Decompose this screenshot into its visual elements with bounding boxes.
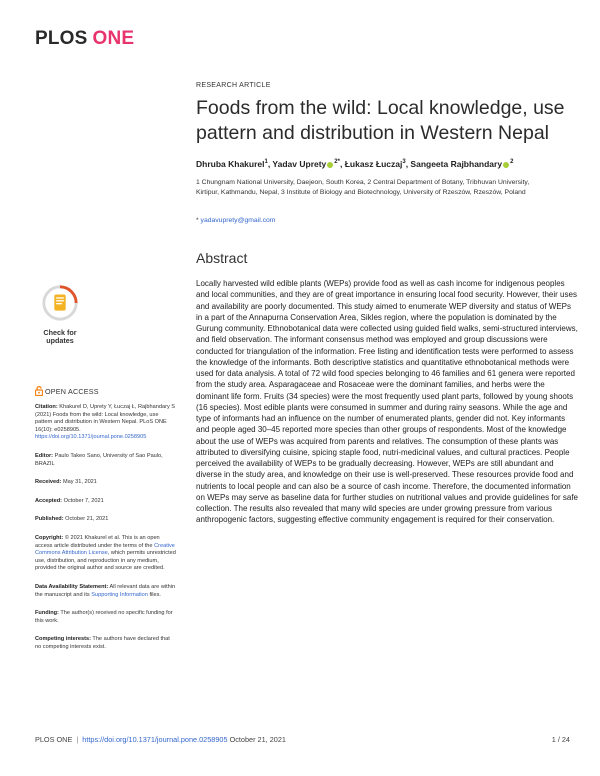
published-date: October 21, 2021 [65,516,109,523]
citation-block [35,404,177,442]
journal-logo[interactable] [35,28,134,50]
author-name[interactable]: Łukasz Łuczaj [344,158,403,169]
copyright-text1: © 2021 Khakurel et al. This is an open access article distributed under the terms of the [35,534,160,549]
check-line1: Check for [43,328,77,337]
funding-block [35,610,177,625]
page-number: 1 / 24 [551,735,570,744]
author-affiliation-sup: 1 [264,159,268,165]
orcid-icon[interactable] [327,162,333,168]
funding-text: The author(s) received no specific funding for this work. [35,610,173,624]
supporting-info-link[interactable]: Supporting Information [91,591,148,598]
published-label: Published: [35,516,64,523]
editor-text: Paulo Takeo Sano, University of Sao Paulo, BRAZIL [35,452,163,467]
license-link[interactable]: Creative Commons Attribution License [35,542,175,557]
received-label: Received: [35,479,62,486]
published-block [35,516,177,524]
article-info-sidebar [35,404,177,662]
data-availability-text1: All relevant data are within the manuscript and its [35,583,176,598]
data-availability-label: Data Availability Statement: [35,583,109,590]
check-for-updates-badge[interactable] [35,284,85,345]
accepted-label: Accepted: [35,497,63,504]
logo-one-text: ONE [92,28,135,49]
competing-text: The authors have declared that no competing interests exist. [35,636,170,650]
open-access-text: OPEN ACCESS [45,387,99,396]
author-affiliation-sup: 3 [402,159,406,165]
competing-label: Competing interests: [35,636,91,643]
open-lock-icon [35,386,43,396]
accepted-date: October 7, 2021 [63,497,104,504]
footer-journal: PLOS ONE [35,735,73,744]
editor-block [35,453,177,468]
footer-date: October 21, 2021 [229,735,286,744]
author-separator: , [405,158,411,169]
open-access-label [35,386,99,396]
accepted-block [35,498,177,506]
affiliations: 1 Chungnam National University, Daejeon, South Korea, 2 Central Department of Botany, Tribhuvan University, Kirtipur, Kathmandu, Nepal, 3 Institute of Biology and Biotechnology, University of Rzeszów, Rzeszów, Poland [196,179,530,196]
editor-label: Editor: [35,452,54,459]
funding-label: Funding: [35,610,59,617]
citation-doi-link[interactable]: https://doi.org/10.1371/journal.pone.0258905 [35,434,147,441]
abstract-heading: Abstract [196,250,248,266]
received-block [35,479,177,487]
copyright-label: Copyright: [35,534,64,541]
received-date: May 31, 2021 [63,479,97,486]
page-footer [35,735,286,744]
data-availability-block [35,584,177,599]
copyright-text2: , which permits unrestricted use, distribution, and reproduction in any medium, provided the original author and source are credited. [35,550,176,572]
check-line2: updates [46,336,74,345]
orcid-icon[interactable] [503,162,509,168]
corresponding-email[interactable] [196,217,275,224]
citation-label: Citation: [35,404,58,410]
author-affiliation-sup: 2 [510,159,514,165]
check-updates-icon [41,284,79,322]
article-title: Foods from the wild: Local knowledge, use pattern and distribution in Western Nepal [196,97,565,144]
email-link[interactable]: yadavuprety@gmail.com [200,217,276,224]
data-availability-text2: files. [149,591,161,598]
competing-interests-block [35,636,177,651]
author-list [196,156,576,170]
footer-doi-link[interactable]: https://doi.org/10.1371/journal.pone.0258905 [82,735,228,744]
logo-plos-text: PLOS [35,28,88,49]
email-star: * [196,217,199,224]
copyright-block [35,535,177,573]
abstract-text: Locally harvested wild edible plants (WEPs) provide food as well as cash income for indigenous peoples and local communities, and they are of great importance in ensuring local food security. However, their uses and availability are poorly documented. This study aimed to enumerate WEP diversity and status of WEPs in a part of the Annapurna Conservation Area, Sikles region, where the population is dominated by the Gurung community. Ethnobotanical data were collected using guided field walks, semi-structured interviews, and field observation. The informant consensus method was employed and group discussions were conducted for triangulation of the information. Free listing and identification tests were performed to assess the knowledge of the informants. Both descriptive statistics and quantitative ethnobotanical methods were used for data analysis. A total of 72 wild food species belonging to 46 families and 61 genera were reported from the study area. Asparagaceae and Rosaceae were the dominant families, and herbs were the dominant life form. Fruits (34 species) were the most frequently used plant parts, followed by young shoots (16 species). Most edible plants were consumed in summer and during rainy seasons. While the age and type of informants had an influence on the number of enumerated plants, gender did not. Key informants and people aged 30–45 reported more species than other groups of respondents. Most of the knowledge about the use of WEPs was acquired from parents and relatives. The consumption of these plants was attributed to diversifying cuisine, spicing staple food, nutri-medicinal values, and cultural practices. People perceived the availability of WEPs to be gradually decreasing. However, WEPs are still abundant and diverse in the study area, and knowledge on their use is well-preserved. These resources provide food and nutrients to local people and can also be a source of cash income. Therefore, the documented information on WEPs may serve as baseline data for further studies on nutritional values and provide guidelines for safe collection. The results also revealed that many wild species are under growing pressure from various anthropogenic factors, suggesting effective community engagement is required for their conservation. [196,279,578,525]
author-name[interactable]: Dhruba Khakurel [196,158,265,169]
footer-sep-1: | [76,735,79,744]
author-name[interactable]: Yadav Uprety [272,158,327,169]
author-name[interactable]: Sangeeta Rajbhandary [410,158,503,169]
author-separator: , [267,158,273,169]
article-type: RESEARCH ARTICLE [196,82,271,89]
author-affiliation-sup: 2* [334,159,340,165]
citation-text: Khakurel D, Uprety Y, Łuczaj Ł, Rajbhandary S (2021) Foods from the wild: Local knowledge, use pattern and distribution in Western Nepal. PLoS ONE 16(10): e0258905. [35,404,176,433]
author-separator: , [339,158,345,169]
